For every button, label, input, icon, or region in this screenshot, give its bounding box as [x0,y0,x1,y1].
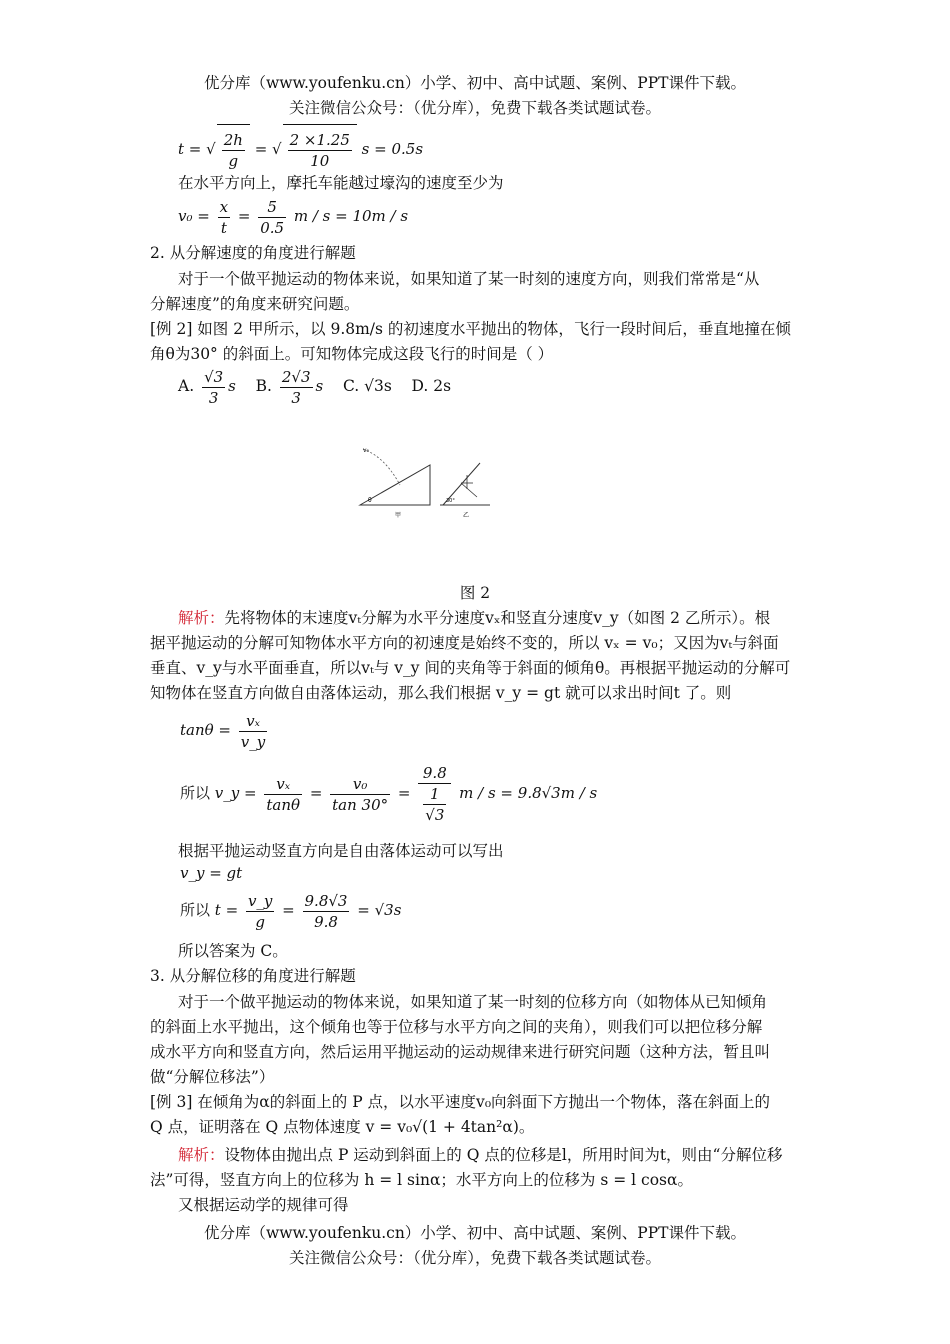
t-frac-den: g [228,151,239,170]
t-f2-num: 9.8√3 [304,891,348,910]
tan-equation [180,706,270,754]
vy-f2-den: tan 30° [332,795,389,814]
analysis3-line-1 [178,1144,782,1166]
vy-label: v_y = [214,784,257,802]
tan-den: v_y [240,732,266,751]
t-eq: t = [214,901,239,919]
option-a-label: A. [178,377,195,395]
analysis2-line-2: 据平抛运动的分解可知物体水平方向的初速度是始终不变的，所以 vₓ = v₀；又因为vₜ与斜面 [150,634,779,652]
analysis3-line-3: 又根据运动学的规律可得 [178,1196,349,1214]
option-c: C. √3s [342,377,392,395]
suoyi-label: 所以 [180,784,211,802]
figure-2 [355,445,495,525]
option-a-unit: s [228,377,236,395]
option-b-den: 3 [291,388,301,407]
fig-right-label: 乙 [463,512,470,519]
footer-line-1: 优分库（www.youfenku.cn）小学、初中、高中试题、案例、PPT课件下载。 [203,1224,747,1242]
example2-options [178,362,451,410]
t-frac2-den: 10 [310,151,330,170]
tan-label: tanθ = [180,721,231,739]
t-f1-num: v_y [247,891,273,910]
section3-para-3: 成水平方向和竖直方向，然后运用平抛运动的运动规律来进行研究问题（这种方法，暂且叫 [150,1043,771,1061]
footer-line-2: 关注微信公众号：（优分库），免费下载各类试题试卷。 [288,1249,661,1267]
vy-f3-den-den: √3 [425,806,445,824]
analysis2-line-4: 知物体在竖直方向做自由落体运动，那么我们根据 v_y = gt 就可以求出时间t 了。则 [150,684,732,702]
analysis3-text-1: 设物体由抛出点 P 运动到斜面上的 Q 点的位移是l，所用时间为t，则由“分解位移 [224,1146,783,1164]
option-d: D. 2s [411,377,452,395]
header-line-2: 关注微信公众号：（优分库），免费下载各类试题试卷。 [288,99,661,117]
answer: 所以答案为 C。 [178,942,288,960]
t-f1-den: g [255,912,265,931]
section2-title: 2. 从分解速度的角度进行解题 [150,244,356,262]
section3-title: 3. 从分解位移的角度进行解题 [150,967,356,985]
vy-f2-num: v₀ [330,774,390,795]
option-b-label: B. [255,377,272,395]
vy-f3-den-num: 1 [423,784,446,805]
t-result: s = 0.5s [361,140,424,158]
analysis2-text-1: 先将物体的末速度vₜ分解为水平分速度vₓ和竖直分速度v_y（如图 2 乙所示）。根 [224,609,771,627]
v0-label: v₀ = [178,207,210,225]
option-b-num: 2√3 [281,367,311,386]
fig-left-label: 甲 [395,512,402,519]
analysis-label: 解析： [178,609,225,627]
tan-num: vₓ [239,711,267,732]
analysis2-line-1 [178,607,770,629]
t-eq-result: = √3s [357,901,402,919]
section3-para-2: 的斜面上水平抛出，这个倾角也等于位移与水平方向之间的夹角），则我们可以把位移分解 [150,1018,763,1036]
v0-frac-num: x [219,197,229,216]
analysis3-line-2: 法”可得，竖直方向上的位移为 h = l sinα；水平方向上的位移为 s = l cosα。 [150,1171,693,1189]
figure-caption: 图 2 [459,584,491,602]
analysis2-line-3: 垂直、v_y与水平面垂直，所以vₜ与 v_y 间的夹角等于斜面的倾角θ。再根据平抛运动的分解可 [150,659,791,677]
example2-line-1: [例 2] 如图 2 甲所示，以 9.8m/s 的初速度水平抛出的物体，飞行一段时间后，垂直地撞在倾 [150,320,791,338]
section2-para-1: 对于一个做平抛运动的物体来说，如果知道了某一时刻的速度方向，则我们常常是“从 [178,270,760,288]
t-f2-den: 9.8 [314,912,338,931]
analysis3-label: 解析： [178,1146,225,1164]
example3-line-1: [例 3] 在倾角为α的斜面上的 P 点，以水平速度v₀向斜面下方抛出一个物体，落在斜面上的 [150,1093,771,1111]
t-frac2-num: 2 ×1.25 [289,130,350,149]
v0-result: m / s = 10m / s [293,207,409,225]
vy-equation: 所以 v_y = $\frac{\text{vₓ}}{\tan\theta}$ = $\frac{\text{v₀}}{\tan 30^\circ}$ = $\frac{9.8}{\frac{1}{√3}}$ m / s = 9.8√3m / s [180,764,598,824]
trajectory [363,449,400,485]
vy-result: m / s = 9.8√3m / s [459,784,598,802]
v0-frac2-den: 0.5 [260,218,285,237]
fig-30-label: 30° [446,498,455,504]
fig-v0-label: v₀ [363,447,369,454]
t-frac-num: 2h [223,130,243,149]
vy-f1-den: tanθ [266,795,301,814]
vertical-text: 根据平抛运动竖直方向是自由落体运动可以写出 [178,842,504,860]
v0-frac2-num: 5 [258,197,286,218]
header-line-1: 优分库（www.youfenku.cn）小学、初中、高中试题、案例、PPT课件下载。 [203,74,747,92]
vy-f1-num: vₓ [264,774,302,795]
t-eq-label: 所以 [180,901,211,919]
section2-para-2: 分解速度”的角度来研究问题。 [150,295,360,313]
time-equation: t = √ $\frac{2h}{g}$ = √ $\frac{2 \times 1.25}{10}$ s = 0.5s [178,124,423,173]
vy-gt: v_y = gt [180,864,243,882]
v0-frac-den: t [220,218,227,237]
section3-para-4: 做“分解位移法”） [150,1068,275,1086]
example2-line-2: 角θ为30° 的斜面上。可知物体完成这段飞行的时间是（ ） [150,345,554,363]
fig-theta-label: θ [368,497,372,504]
horizontal-text: 在水平方向上，摩托车能越过壕沟的速度至少为 [178,174,504,192]
section3-para-1: 对于一个做平抛运动的物体来说，如果知道了某一时刻的位移方向（如物体从已知倾角 [178,993,768,1011]
example3-line-2: Q 点，证明落在 Q 点物体速度 v = v₀√(1 + 4tan²α)。 [150,1118,535,1136]
option-b-unit: s [315,377,324,395]
t-label: t = [178,140,202,158]
v0-equation: v₀ = $\frac{x}{t}$ = $\frac{5}{0.5}$ m / s = 10m / s [178,197,409,237]
option-a-num: √3 [204,367,224,386]
t-equation-2: 所以 t = $\frac{v\_y}{g}$ = $\frac{9.8√3}{9.8}$ = √3s [180,891,402,931]
vy-f3-num: 9.8 [418,763,451,784]
option-a-den: 3 [208,388,219,407]
